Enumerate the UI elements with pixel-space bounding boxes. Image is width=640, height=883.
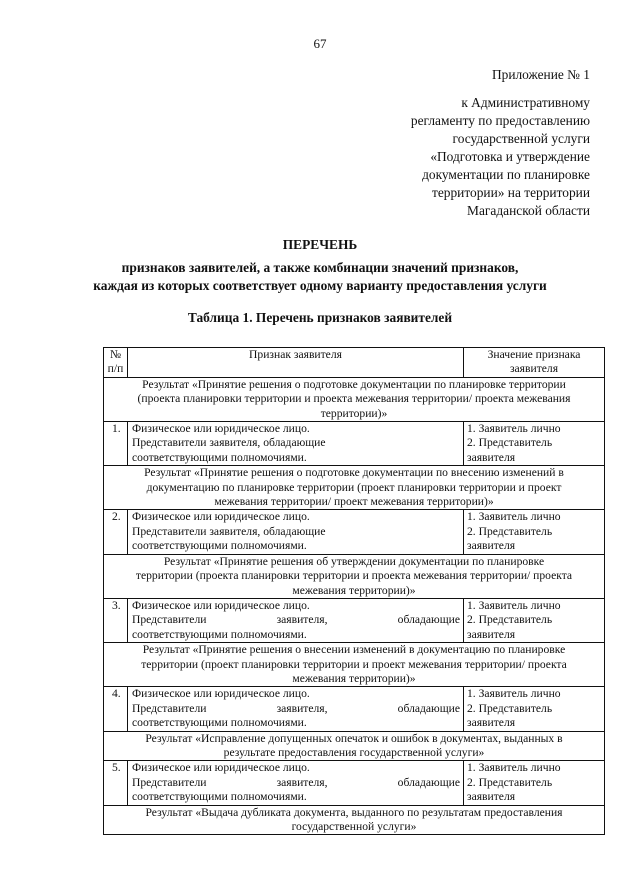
value-line: 2. Представитель bbox=[467, 613, 553, 627]
result-row bbox=[104, 554, 605, 598]
value-cell bbox=[464, 510, 605, 554]
result-cell bbox=[104, 643, 605, 687]
sign-cell bbox=[128, 510, 464, 554]
result-line: Результат «Принятие решения о подготовке документации по планировке территории bbox=[142, 377, 566, 391]
appendix-line: регламенту по предоставлению bbox=[410, 113, 590, 128]
appendix-line: документации по планировке bbox=[422, 167, 590, 182]
appendix-line: к Административному bbox=[461, 95, 590, 110]
row-number: 5. bbox=[104, 761, 128, 805]
sign-line: Физическое или юридическое лицо. bbox=[132, 761, 310, 775]
value-line: 2. Представитель bbox=[467, 775, 553, 789]
value-line: заявителя bbox=[467, 539, 516, 553]
sign-cell bbox=[128, 422, 464, 466]
appendix-line: территории» на территории bbox=[431, 185, 590, 200]
result-row bbox=[104, 643, 605, 687]
sign-line: Физическое или юридическое лицо. bbox=[132, 598, 310, 612]
result-line: межевания территории/ проект межевания территории)» bbox=[214, 495, 494, 509]
sign-cell bbox=[128, 687, 464, 731]
value-cell bbox=[464, 761, 605, 805]
sign-line: Физическое или юридическое лицо. bbox=[132, 422, 310, 436]
result-line: Результат «Принятие решения об утверждении документации по планировке bbox=[163, 554, 545, 568]
table-row bbox=[104, 422, 605, 466]
result-row bbox=[104, 731, 605, 761]
result-cell bbox=[104, 466, 605, 510]
result-cell bbox=[104, 554, 605, 598]
sign-line: Представители заявителя, обладающие bbox=[132, 775, 460, 789]
row-number: 3. bbox=[104, 598, 128, 642]
value-line: заявителя bbox=[467, 450, 516, 464]
result-line: Результат «Выдача дубликата документа, выданного по результатам предоставления bbox=[145, 805, 563, 819]
sign-line: соответствующими полномочиями. bbox=[132, 716, 307, 730]
table-row bbox=[104, 687, 605, 731]
table-row bbox=[104, 510, 605, 554]
value-line: заявителя bbox=[467, 790, 516, 804]
value-line: 1. Заявитель лично bbox=[467, 687, 561, 701]
applicant-signs-table bbox=[103, 347, 605, 835]
result-line: территории (проект планировки территории и проект межевания территории/ проекта bbox=[141, 657, 567, 671]
value-cell bbox=[464, 598, 605, 642]
sign-line: Представители заявителя, обладающие bbox=[132, 613, 460, 627]
result-row bbox=[104, 377, 605, 421]
value-line: заявителя bbox=[467, 716, 516, 730]
document-title: ПЕРЕЧЕНЬ bbox=[282, 237, 358, 252]
table-row bbox=[104, 598, 605, 642]
sign-line: соответствующими полномочиями. bbox=[132, 790, 307, 804]
sign-line: Представители заявителя, обладающие bbox=[132, 436, 326, 450]
value-line: 2. Представитель bbox=[467, 436, 553, 450]
result-line: (проекта планировки территории и проекта межевания территории/ проекта межевания bbox=[137, 392, 571, 406]
value-line: 2. Представитель bbox=[467, 701, 553, 715]
subtitle-line: признаков заявителей, а также комбинации значений признаков, bbox=[121, 260, 519, 275]
result-line: документацию по планировке территории (проект планировки территории и проект bbox=[146, 480, 562, 494]
row-number: 2. bbox=[104, 510, 128, 554]
value-cell bbox=[464, 422, 605, 466]
result-line: Результат «Исправление допущенных опечаток и ошибок в документах, выданных в bbox=[145, 731, 563, 745]
appendix-title: Приложение № 1 bbox=[491, 67, 590, 82]
header-value-line: Значение признака bbox=[487, 348, 581, 361]
document-subtitle bbox=[0, 259, 640, 295]
row-number: 1. bbox=[104, 422, 128, 466]
value-cell bbox=[464, 687, 605, 731]
sign-line: соответствующими полномочиями. bbox=[132, 627, 307, 641]
header-value-line: заявителя bbox=[509, 362, 559, 376]
result-line: межевания территории)» bbox=[292, 671, 416, 685]
appendix-line: Магаданской области bbox=[467, 203, 590, 218]
sign-line: Представители заявителя, обладающие bbox=[132, 524, 326, 538]
header-sign-cell: Признак заявителя bbox=[128, 348, 464, 378]
result-cell bbox=[104, 731, 605, 761]
appendix-line: государственной услуги bbox=[452, 131, 590, 146]
result-line: территории (проекта планировки территории и проекта межевания территории/ проекта bbox=[135, 569, 573, 583]
sign-cell bbox=[128, 598, 464, 642]
table-caption: Таблица 1. Перечень признаков заявителей bbox=[187, 310, 453, 325]
value-line: 2. Представитель bbox=[467, 524, 553, 538]
result-line: межевания территории)» bbox=[292, 583, 416, 597]
result-line: Результат «Принятие решения о подготовке документации по внесению изменений в bbox=[144, 466, 564, 480]
result-line: государственной услуги» bbox=[291, 820, 417, 833]
table-row bbox=[104, 761, 605, 805]
result-row bbox=[104, 466, 605, 510]
result-cell bbox=[104, 805, 605, 835]
header-num-line: п/п bbox=[107, 362, 124, 376]
table-header-row bbox=[104, 348, 605, 378]
value-line: 1. Заявитель лично bbox=[467, 598, 561, 612]
subtitle-line: каждая из которых соответствует одному варианту предоставления услуги bbox=[93, 278, 547, 293]
sign-line: Физическое или юридическое лицо. bbox=[132, 687, 310, 701]
appendix-line: «Подготовка и утверждение bbox=[430, 149, 590, 164]
value-line: 1. Заявитель лично bbox=[467, 510, 561, 524]
sign-cell bbox=[128, 761, 464, 805]
result-row bbox=[104, 805, 605, 835]
sign-line: Представители заявителя, обладающие bbox=[132, 701, 460, 715]
sign-line: соответствующими полномочиями. bbox=[132, 539, 307, 553]
row-number: 4. bbox=[104, 687, 128, 731]
page-number: 67 bbox=[313, 36, 327, 51]
header-num-line: № bbox=[109, 348, 122, 361]
header-num-cell bbox=[104, 348, 128, 378]
result-cell bbox=[104, 377, 605, 421]
result-line: результате предоставления государственной услуги» bbox=[223, 745, 485, 759]
value-line: 1. Заявитель лично bbox=[467, 422, 561, 436]
sign-line: соответствующими полномочиями. bbox=[132, 450, 307, 464]
value-line: заявителя bbox=[467, 627, 516, 641]
value-line: 1. Заявитель лично bbox=[467, 761, 561, 775]
appendix-block bbox=[300, 66, 590, 220]
result-line: территории)» bbox=[320, 406, 388, 420]
header-value-cell bbox=[464, 348, 605, 378]
result-line: Результат «Принятие решения о внесении изменений в документацию по планировке bbox=[142, 643, 566, 657]
sign-line: Физическое или юридическое лицо. bbox=[132, 510, 310, 524]
